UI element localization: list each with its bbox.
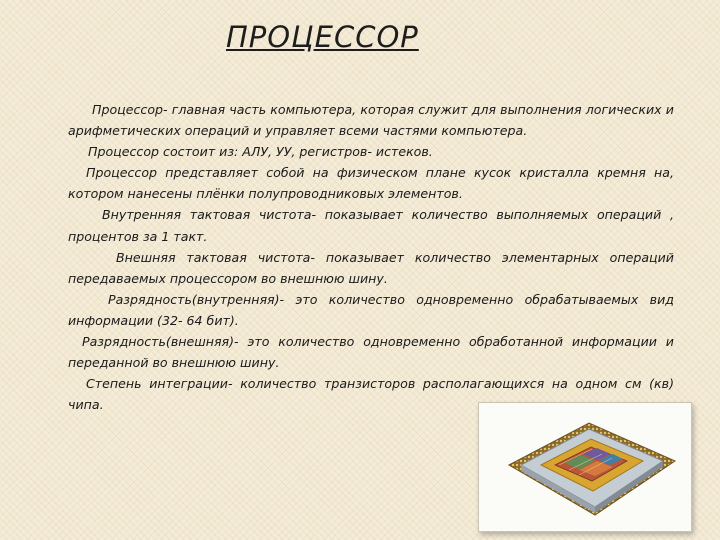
processor-photo xyxy=(478,402,692,532)
slide-title: ПРОЦЕССОР xyxy=(226,20,419,54)
paragraph-external-width: Разрядность(внешняя)- это количество одновременно обработанной информации и переданной во внешнюю шину. xyxy=(68,334,674,371)
paragraph-definition: Процессор- главная часть компьютера, которая служит для выполнения логических и арифметических операций и управляет всеми частями компьютера. xyxy=(68,102,674,139)
paragraph-internal-width: Разрядность(внутренняя)- это количество одновременно обрабатываемых вид информации (32- 64 бит). xyxy=(68,291,674,328)
paragraph-integration: Степень интеграции- количество транзисторов располагающихся на одном см (кв) чипа. xyxy=(68,376,674,413)
paragraph-external-clock: Внешняя тактовая чистота- показывает количество элементарных операций передаваемых процессором во внешнюю шину. xyxy=(68,249,674,286)
paragraph-physical: Процессор представляет собой на физическом плане кусок кристалла кремня на, котором нанесены плёнки полупроводниковых элементов. xyxy=(68,165,674,202)
processor-chip-image xyxy=(479,403,691,531)
paragraph-internal-clock: Внутренняя тактовая чистота- показывает количество выполняемых операций , процентов за 1 такт. xyxy=(68,207,674,244)
slide-body xyxy=(68,99,674,415)
paragraph-components: Процессор состоит из: АЛУ, УУ, регистров- истеков. xyxy=(88,144,433,160)
